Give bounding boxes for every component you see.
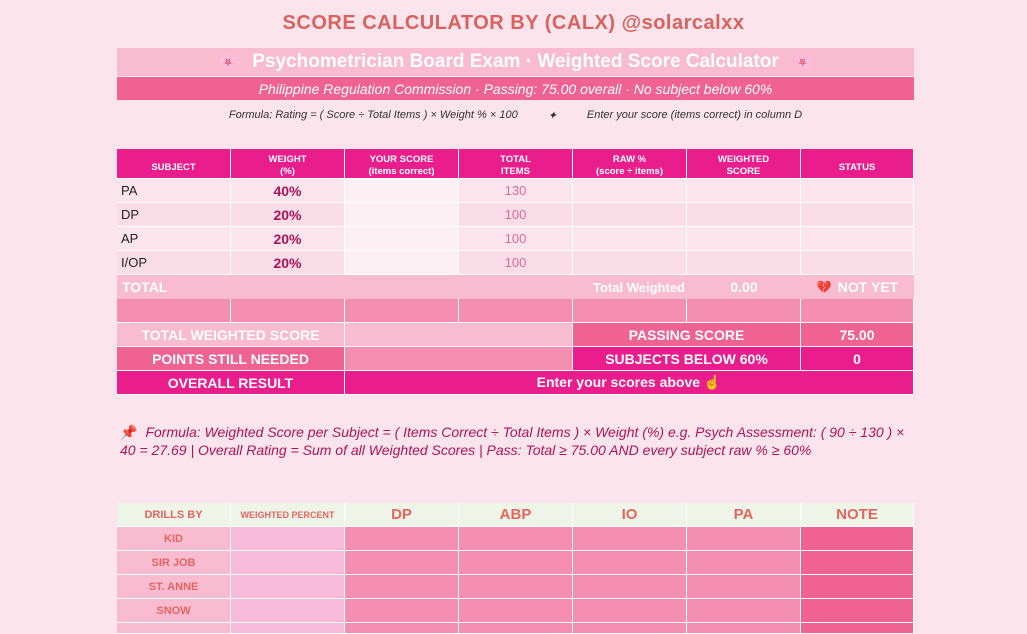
weighted-percent-cell[interactable]: [231, 623, 345, 634]
drill-name-cell[interactable]: KID: [117, 527, 231, 551]
empty-cell[interactable]: [687, 299, 801, 323]
points-needed-value[interactable]: [345, 347, 573, 371]
score-input[interactable]: [345, 179, 459, 203]
header-your-score[interactable]: YOUR SCORE (items correct): [345, 149, 459, 179]
empty-cell[interactable]: [231, 299, 345, 323]
total-items-cell[interactable]: 100: [459, 203, 573, 227]
empty-cell[interactable]: [459, 299, 573, 323]
weighted-percent-cell[interactable]: [231, 599, 345, 623]
drills-header-pa[interactable]: PA: [687, 503, 801, 527]
drill-score-cell[interactable]: [459, 527, 573, 551]
header-weighted-score[interactable]: WEIGHTED SCORE: [687, 149, 801, 179]
subbanner[interactable]: Philippine Regulation Commission · Passing: 75.00 overall · No subject below 60%: [117, 77, 914, 100]
formula-note[interactable]: [120, 423, 920, 459]
drill-score-cell[interactable]: [687, 575, 801, 599]
weighted-percent-cell[interactable]: [231, 551, 345, 575]
formula-text: Formula: Rating = ( Score ÷ Total Items ) × Weight % × 100: [228, 109, 518, 121]
status-cell[interactable]: [801, 203, 914, 227]
instruction-text: Enter your score (items correct) in column D: [586, 109, 803, 121]
subject-cell[interactable]: AP: [117, 227, 231, 251]
drill-name-cell[interactable]: SNOW: [117, 599, 231, 623]
banner-text: Psychometrician Board Exam · Weighted Score Calculator: [252, 51, 779, 72]
status-cell[interactable]: [801, 251, 914, 275]
empty-cell[interactable]: [801, 299, 914, 323]
drill-score-cell[interactable]: [459, 575, 573, 599]
total-weighted-value[interactable]: 0.00: [730, 279, 758, 295]
drills-header-io[interactable]: IO: [573, 503, 687, 527]
drill-score-cell[interactable]: [459, 551, 573, 575]
subjects-below-value[interactable]: 0: [801, 347, 914, 371]
weighted-score-cell[interactable]: [687, 203, 801, 227]
drill-score-cell[interactable]: [687, 551, 801, 575]
overall-result-value[interactable]: Enter your scores above ☝️: [345, 371, 914, 395]
drill-note-cell[interactable]: [801, 527, 914, 551]
status-cell[interactable]: [801, 227, 914, 251]
total-weighted-score-value[interactable]: [345, 323, 573, 347]
drill-name-cell[interactable]: [117, 623, 231, 634]
drills-header-abp[interactable]: ABP: [459, 503, 573, 527]
weighted-score-cell[interactable]: [687, 179, 801, 203]
overall-result-label[interactable]: OVERALL RESULT: [117, 371, 345, 395]
total-items-cell[interactable]: 100: [459, 251, 573, 275]
flower-icon: 🌸: [218, 54, 239, 71]
status-text: NOT YET: [837, 279, 899, 295]
drills-header-name[interactable]: DRILLS BY: [117, 503, 231, 527]
drill-note-cell[interactable]: [801, 575, 914, 599]
drill-score-cell[interactable]: [687, 527, 801, 551]
header-status[interactable]: STATUS: [801, 149, 914, 179]
drill-score-cell[interactable]: [687, 599, 801, 623]
weight-cell[interactable]: 20%: [231, 227, 345, 251]
banner[interactable]: [117, 48, 914, 76]
subject-cell[interactable]: I/OP: [117, 251, 231, 275]
weighted-score-cell[interactable]: [687, 251, 801, 275]
total-items-cell[interactable]: 100: [459, 227, 573, 251]
empty-cell[interactable]: [573, 299, 687, 323]
drill-score-cell[interactable]: [573, 599, 687, 623]
drill-score-cell[interactable]: [573, 623, 687, 634]
drills-header-dp[interactable]: DP: [345, 503, 459, 527]
weighted-percent-cell[interactable]: [231, 527, 345, 551]
formula-note-text: Formula: Weighted Score per Subject = ( Items Correct ÷ Total Items ) × Weight (%) e.g. Psych Assessment: ( 90 ÷ 130 ) × 40 = 27.69 | Overall Rating = Sum of all Weighted Scores | Pass: Total ≥ 75.00 AND every subject raw % ≥ 60%: [120, 424, 905, 458]
drills-header-note[interactable]: NOTE: [801, 503, 914, 527]
header-total-items[interactable]: TOTAL ITEMS: [459, 149, 573, 179]
raw-percent-cell[interactable]: [573, 203, 687, 227]
broken-heart-icon: 💔: [816, 280, 832, 294]
status-cell[interactable]: [801, 179, 914, 203]
drill-score-cell[interactable]: [345, 551, 459, 575]
drill-score-cell[interactable]: [459, 623, 573, 634]
drill-name-cell[interactable]: SIR JOB: [117, 551, 231, 575]
total-weighted-score-label[interactable]: TOTAL WEIGHTED SCORE: [117, 323, 345, 347]
weighted-percent-cell[interactable]: [231, 575, 345, 599]
drill-score-cell[interactable]: [345, 527, 459, 551]
points-needed-label[interactable]: POINTS STILL NEEDED: [117, 347, 345, 371]
drill-name-cell[interactable]: ST. ANNE: [117, 575, 231, 599]
drill-note-cell[interactable]: [801, 599, 914, 623]
formula-line[interactable]: [117, 104, 914, 126]
drills-header-weighted[interactable]: WEIGHTED PERCENT: [231, 503, 345, 527]
subjects-below-label[interactable]: SUBJECTS BELOW 60%: [573, 347, 801, 371]
total-weighted-label[interactable]: Total Weighted: [593, 279, 685, 295]
passing-score-label[interactable]: PASSING SCORE: [573, 323, 801, 347]
raw-percent-cell[interactable]: [573, 227, 687, 251]
pushpin-icon: 📌: [120, 424, 138, 440]
empty-cell[interactable]: [345, 299, 459, 323]
drill-score-cell[interactable]: [345, 599, 459, 623]
raw-percent-cell[interactable]: [573, 251, 687, 275]
weight-cell[interactable]: 20%: [231, 203, 345, 227]
passing-score-value[interactable]: 75.00: [801, 323, 914, 347]
sparkle-icon: ✦: [547, 109, 557, 122]
drill-score-cell[interactable]: [345, 623, 459, 634]
drill-score-cell[interactable]: [459, 599, 573, 623]
raw-percent-cell[interactable]: [573, 179, 687, 203]
drill-score-cell[interactable]: [573, 551, 687, 575]
drill-score-cell[interactable]: [573, 575, 687, 599]
header-raw-percent[interactable]: RAW % (score ÷ items): [573, 149, 687, 179]
total-label[interactable]: TOTAL: [122, 279, 168, 295]
weight-cell[interactable]: 20%: [231, 251, 345, 275]
weight-cell[interactable]: 40%: [231, 179, 345, 203]
subject-cell[interactable]: PA: [117, 179, 231, 203]
empty-cell[interactable]: [117, 299, 231, 323]
drill-score-cell[interactable]: [687, 623, 801, 634]
score-input[interactable]: [345, 203, 459, 227]
header-weight[interactable]: WEIGHT (%): [231, 149, 345, 179]
total-status[interactable]: [801, 275, 914, 299]
score-input[interactable]: [345, 227, 459, 251]
flower-icon: 🌸: [792, 54, 813, 71]
total-items-cell[interactable]: 130: [459, 179, 573, 203]
subject-cell[interactable]: DP: [117, 203, 231, 227]
weighted-score-cell[interactable]: [687, 227, 801, 251]
sheet-title: SCORE CALCULATOR BY (CALX) @solarcalxx: [282, 11, 745, 34]
drill-note-cell[interactable]: [801, 551, 914, 575]
drill-score-cell[interactable]: [573, 527, 687, 551]
score-input[interactable]: [345, 251, 459, 275]
drill-note-cell[interactable]: [801, 623, 914, 634]
header-subject[interactable]: SUBJECT: [117, 149, 231, 179]
drill-score-cell[interactable]: [345, 575, 459, 599]
